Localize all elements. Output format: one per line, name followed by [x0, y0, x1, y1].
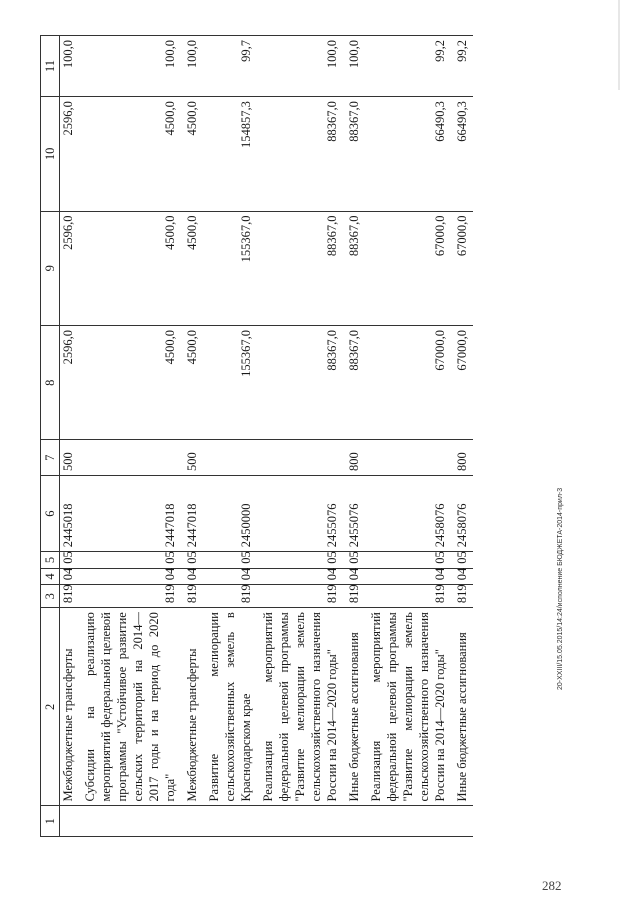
cell-c7: 800	[451, 440, 473, 476]
cell-c6: 2447018	[79, 475, 181, 551]
cell-c10: 4500,0	[181, 97, 203, 211]
cell-c10: 4500,0	[79, 97, 181, 211]
table-body	[60, 36, 474, 837]
cell-description: Реализация мероприятий федеральной целевой программы "Развитие мелиорации земель сельскохозяйственного назначения России на 2014—2020 годы"	[257, 608, 343, 806]
page-number: 282	[542, 878, 562, 893]
cell-c6: 2458076	[451, 475, 473, 551]
cell-c4: 04	[181, 568, 203, 585]
col-header-9: 9	[41, 211, 60, 325]
cell-description: Межбюджетные трансферты	[60, 608, 80, 806]
col-header-3: 3	[41, 585, 60, 608]
cell-c9: 4500,0	[181, 211, 203, 325]
cell-c9: 4500,0	[79, 211, 181, 325]
cell-c7: 500	[60, 440, 80, 476]
cell-c6: 2455076	[343, 475, 365, 551]
cell-c10: 154857,3	[203, 97, 257, 211]
cell-c3: 819	[79, 585, 181, 608]
cell-c8: 4500,0	[79, 325, 181, 439]
rotated-page-content	[40, 35, 620, 845]
cell-c11: 99,2	[365, 36, 451, 97]
cell-c6: 2447018	[181, 475, 203, 551]
cell-c8: 67000,0	[365, 325, 451, 439]
cell-c4: 04	[60, 568, 80, 585]
cell-description: Межбюджетные трансферты	[181, 608, 203, 806]
cell-c9: 155367,0	[203, 211, 257, 325]
cell-col-1	[203, 806, 257, 837]
col-header-5: 5	[41, 552, 60, 569]
cell-c6: 2450000	[203, 475, 257, 551]
cell-c3: 819	[451, 585, 473, 608]
cell-c7: 500	[181, 440, 203, 476]
cell-col-1	[79, 806, 181, 837]
col-header-6: 6	[41, 475, 60, 551]
cell-c11: 100,0	[181, 36, 203, 97]
cell-description: Развитие мелиорации сельскохозяйственных земель в Краснодарском крае	[203, 608, 257, 806]
cell-c5: 05	[203, 552, 257, 569]
table-row	[79, 36, 181, 837]
cell-c3: 819	[203, 585, 257, 608]
table-row	[203, 36, 257, 837]
cell-c10: 66490,3	[451, 97, 473, 211]
cell-c3: 819	[181, 585, 203, 608]
cell-c4: 04	[343, 568, 365, 585]
cell-c10: 66490,3	[365, 97, 451, 211]
cell-c8: 155367,0	[203, 325, 257, 439]
cell-c8: 2596,0	[60, 325, 80, 439]
col-header-7: 7	[41, 440, 60, 476]
col-header-4: 4	[41, 568, 60, 585]
cell-c5: 05	[365, 552, 451, 569]
cell-c9: 67000,0	[365, 211, 451, 325]
table-row	[451, 36, 473, 837]
cell-c8: 67000,0	[451, 325, 473, 439]
cell-c6: 2458076	[365, 475, 451, 551]
col-header-1: 1	[41, 806, 60, 837]
table-row	[60, 36, 80, 837]
cell-col-1	[257, 806, 343, 837]
cell-c11: 99,7	[203, 36, 257, 97]
cell-col-1	[60, 806, 80, 837]
cell-c9: 67000,0	[451, 211, 473, 325]
cell-c9: 88367,0	[343, 211, 365, 325]
cell-c3: 819	[365, 585, 451, 608]
col-header-2: 2	[41, 608, 60, 806]
cell-c7	[257, 440, 343, 476]
cell-c5: 05	[343, 552, 365, 569]
cell-c7	[365, 440, 451, 476]
cell-c10: 88367,0	[257, 97, 343, 211]
cell-c10: 88367,0	[343, 97, 365, 211]
cell-c7	[79, 440, 181, 476]
col-header-11: 11	[41, 36, 60, 97]
cell-c6: 2455076	[257, 475, 343, 551]
col-header-10: 10	[41, 97, 60, 211]
cell-c5: 05	[451, 552, 473, 569]
cell-c5: 05	[79, 552, 181, 569]
cell-c7	[203, 440, 257, 476]
cell-c5: 05	[257, 552, 343, 569]
cell-c8: 88367,0	[257, 325, 343, 439]
cell-description: Иные бюджетные ассигнования	[343, 608, 365, 806]
cell-c7: 800	[343, 440, 365, 476]
cell-description: Реализация мероприятий федеральной целевой программы "Развитие мелиорации земель сельскохозяйственного назначения России на 2014—2020 годы"	[365, 608, 451, 806]
cell-c4: 04	[79, 568, 181, 585]
cell-c3: 819	[343, 585, 365, 608]
cell-c4: 04	[451, 568, 473, 585]
table-row	[181, 36, 203, 837]
cell-c11: 100,0	[343, 36, 365, 97]
table-row	[343, 36, 365, 837]
cell-c4: 04	[203, 568, 257, 585]
cell-c4: 04	[257, 568, 343, 585]
cell-c11: 100,0	[257, 36, 343, 97]
cell-col-1	[451, 806, 473, 837]
table-row	[257, 36, 343, 837]
cell-c4: 04	[365, 568, 451, 585]
cell-col-1	[181, 806, 203, 837]
cell-c10: 2596,0	[60, 97, 80, 211]
cell-c3: 819	[60, 585, 80, 608]
cell-c11: 99,2	[451, 36, 473, 97]
cell-description: Иные бюджетные ассигнования	[451, 608, 473, 806]
cell-c8: 88367,0	[343, 325, 365, 439]
table-row	[365, 36, 451, 837]
cell-description: Субсидии на реализацию мероприятий федеральной целевой программы "Устойчивое развитие сельских территорий на 2014—2017 годы и на период до 2020 года"	[79, 608, 181, 806]
table-header	[41, 36, 60, 837]
cell-col-1	[365, 806, 451, 837]
cell-c6: 2445018	[60, 475, 80, 551]
cell-c5: 05	[60, 552, 80, 569]
cell-c5: 05	[181, 552, 203, 569]
cell-c9: 88367,0	[257, 211, 343, 325]
cell-c8: 4500,0	[181, 325, 203, 439]
cell-c3: 819	[257, 585, 343, 608]
cell-c9: 2596,0	[60, 211, 80, 325]
col-header-8: 8	[41, 325, 60, 439]
cell-col-1	[343, 806, 365, 837]
document-code: 20-XXIII/15.05.2015/14:24/исполнение БЮДЖЕТА-2014-прил-3	[557, 487, 564, 690]
cell-c11: 100,0	[60, 36, 80, 97]
budget-table	[40, 35, 473, 837]
cell-c11: 100,0	[79, 36, 181, 97]
